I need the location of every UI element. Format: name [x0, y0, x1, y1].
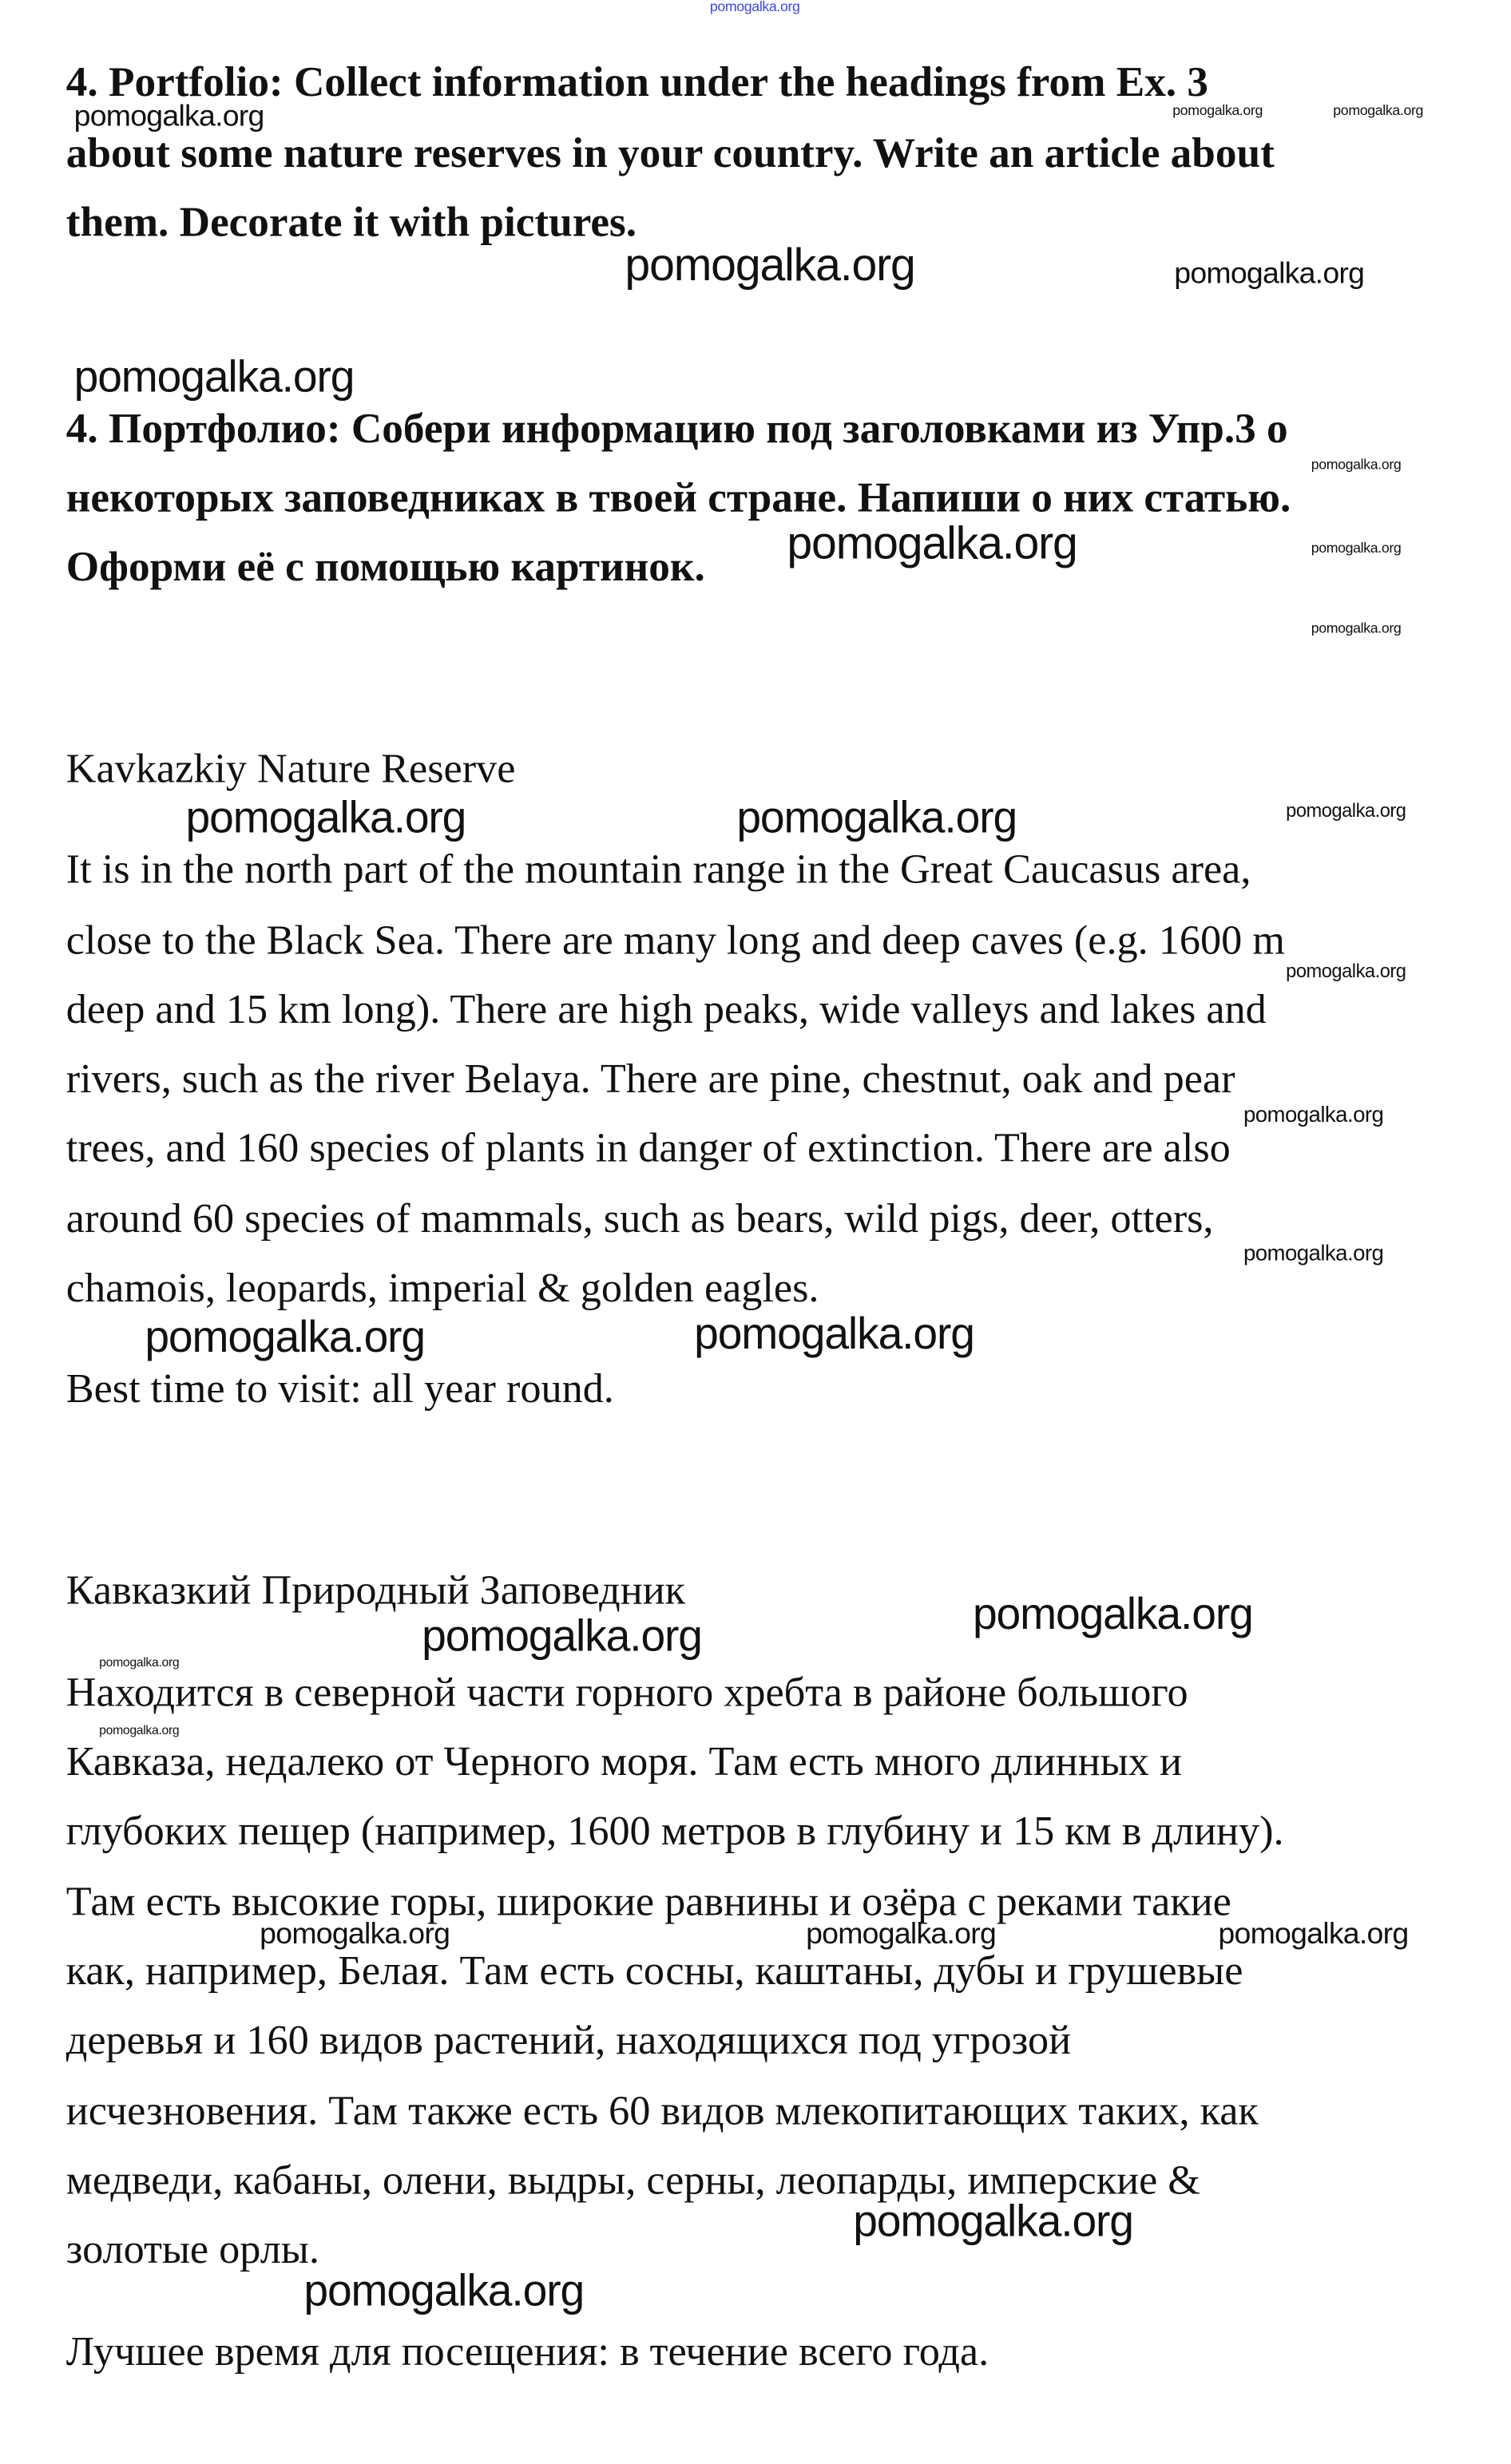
watermark: pomogalka.org	[972, 1589, 1253, 1638]
watermark: pomogalka.org	[736, 793, 1017, 842]
watermark: pomogalka.org	[145, 1312, 426, 1361]
article-ru-line: как, например, Белая. Там есть сосны, каштаны, дубы и грушевые	[65, 1946, 1243, 1995]
watermark: pomogalka.org	[185, 793, 466, 842]
task-ru-line: некоторых заповедниках в твоей стране. Напиши о них статью.	[65, 473, 1291, 521]
article-ru-line: золотые орлы.	[65, 2224, 319, 2272]
article-ru-best-time: Лучшее время для посещения: в течение всего года.	[65, 2327, 989, 2375]
article-en-line: close to the Black Sea. There are many long and deep caves (e.g. 1600 m	[65, 916, 1285, 964]
watermark: pomogalka.org	[1311, 456, 1402, 473]
article-en-line: trees, and 160 species of plants in danger of extinction. There are also	[65, 1123, 1231, 1171]
watermark: pomogalka.org	[303, 2265, 585, 2315]
article-ru-line: Там есть высокие горы, широкие равнины и озёра с реками такие	[65, 1877, 1231, 1925]
article-en-line: It is in the north part of the mountain range in the Great Caucasus area,	[65, 845, 1251, 893]
task-en-line: about some nature reserves in your country. Write an article about	[65, 129, 1275, 176]
watermark: pomogalka.org	[73, 101, 264, 134]
article-ru-line: исчезновения. Там также есть 60 видов млекопитающих таких, как	[65, 2086, 1259, 2134]
watermark: pomogalka.org	[787, 519, 1077, 570]
article-ru-title: Кавказкий Природный Заповедник	[65, 1565, 686, 1614]
watermark: pomogalka.org	[422, 1611, 702, 1661]
article-en-title: Kavkazkiy Nature Reserve	[65, 744, 516, 792]
article-ru-line: Кавказа, недалеко от Черного моря. Там есть много длинных и	[65, 1737, 1182, 1785]
task-ru-line: Оформи её с помощью картинок.	[65, 542, 705, 591]
watermark: pomogalka.org	[853, 2197, 1133, 2246]
task-en-line: 4. Portfolio: Collect information under the headings from Ex. 3	[65, 57, 1209, 106]
watermark: pomogalka.org	[1174, 258, 1365, 291]
article-en-line: deep and 15 km long). There are high peaks, wide valleys and lakes and	[65, 984, 1267, 1032]
task-en-line: them. Decorate it with pictures.	[65, 198, 637, 246]
watermark: pomogalka.org	[1172, 102, 1263, 118]
article-ru-line: медведи, кабаны, олени, выдры, серны, леопарды, имперские &	[65, 2156, 1200, 2204]
watermark: pomogalka.org	[1333, 102, 1424, 118]
article-en-line: around 60 species of mammals, such as bears, wild pigs, deer, otters,	[65, 1194, 1214, 1242]
article-en-line: rivers, such as the river Belaya. There are pine, chestnut, oak and pear	[65, 1054, 1235, 1102]
watermark: pomogalka.org	[1286, 960, 1406, 982]
article-en-line: chamois, leopards, imperial & golden eagles.	[65, 1263, 819, 1311]
article-ru-line: глубоких пещер (например, 1600 метров в глубину и 15 км в длину).	[65, 1806, 1284, 1854]
watermark: pomogalka.org	[99, 1723, 180, 1737]
header-watermark: pomogalka.org	[709, 0, 800, 14]
article-ru-line: Находится в северной части горного хребта в районе большого	[65, 1668, 1188, 1716]
watermark: pomogalka.org	[99, 1655, 180, 1670]
watermark: pomogalka.org	[1311, 620, 1402, 636]
watermark: pomogalka.org	[1218, 1918, 1409, 1951]
task-ru-line: 4. Портфолио: Собери информацию под заголовками из Упр.3 о	[65, 404, 1288, 452]
watermark: pomogalka.org	[1286, 799, 1406, 822]
watermark: pomogalka.org	[1243, 1101, 1384, 1127]
article-en-best-time: Best time to visit: all year round.	[65, 1364, 614, 1412]
watermark: pomogalka.org	[806, 1918, 997, 1951]
watermark: pomogalka.org	[625, 240, 915, 291]
watermark: pomogalka.org	[260, 1918, 450, 1951]
article-ru-line: деревья и 160 видов растений, находящихся под угрозой	[65, 2015, 1072, 2063]
watermark: pomogalka.org	[1311, 539, 1402, 556]
watermark: pomogalka.org	[73, 352, 355, 402]
watermark: pomogalka.org	[694, 1309, 974, 1358]
watermark: pomogalka.org	[1243, 1240, 1384, 1266]
